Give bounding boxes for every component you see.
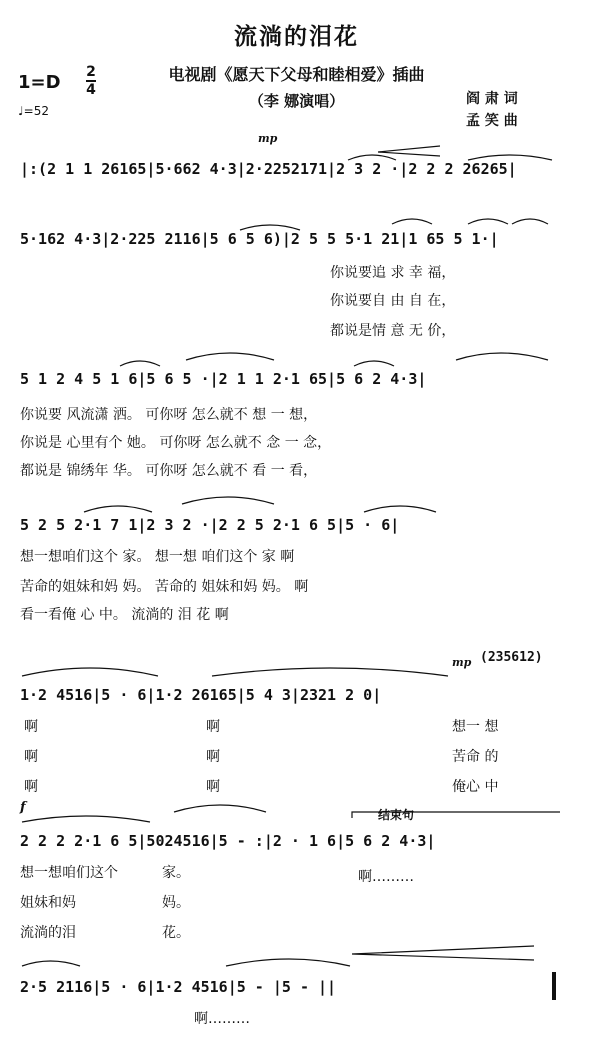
lyric-line: 你说要 风流潇 洒。 可你呀 怎么就不 想 一 想， (20, 407, 318, 423)
lyric-word: 苦命 的 (452, 749, 499, 765)
time-signature-top: 2 (86, 64, 96, 80)
lyric-word: 啊 (206, 779, 220, 795)
lyric-word: 啊 (24, 749, 38, 765)
lyric-word: 流淌的泪 (20, 925, 76, 941)
lyric-line: 你说要自 由 自 在， (330, 293, 456, 309)
dynamic-mp-2: mp (452, 656, 472, 669)
music-row-4: 5 2 5 2·1 7 1|2 3 2 ·|2 2 5 2·1 6 5|5 · 6| (20, 516, 400, 534)
song-title: 流淌的泪花 (234, 23, 359, 50)
lyric-word: 啊 (24, 719, 38, 735)
time-signature-bottom: 4 (86, 81, 96, 98)
music-row-6: 2 2 2 2·1 6 5|5024516|5 - :|2 · 1 6|5 6 2 4·3| (20, 832, 436, 850)
lyric-word: 花。 (162, 925, 190, 941)
music-row-2: 5·162 4·3|2·225 2116|5 6 5 6)|2 5 5 5·1 21|1 65 5 1·| (20, 230, 499, 248)
lyric-word: 啊 (24, 779, 38, 795)
composer-credit: 孟 笑 曲 (466, 113, 518, 129)
song-subtitle: 电视剧《愿天下父母和睦相爱》插曲 (168, 65, 425, 84)
lyric-word: 俺心 中 (452, 779, 499, 795)
music-row-1: |:(2 1 1 26165|5·662 4·3|2·2252171|2 3 2 ·|2 2 2 26265| (20, 160, 517, 178)
lyric-word: 想一想咱们这个 (20, 865, 118, 881)
lyric-word: 啊 (206, 749, 220, 765)
singer-credit: （李 娜演唱） (248, 92, 345, 110)
lyric-word: 妈。 (162, 895, 190, 911)
tempo-marking: ♩=52 (18, 104, 49, 118)
lyric-line: 都说是 锦绣年 华。 可你呀 怎么就不 看 一 看， (20, 463, 318, 479)
lyric-word: 想一 想 (452, 719, 499, 735)
lyric-line: 看一看俺 心 中。 流淌的 泪 花 啊 (20, 607, 229, 623)
lyric-word: 家。 (162, 865, 190, 881)
lyric-line: 想一想咱们这个 家。 想一想 咱们这个 家 啊 (20, 549, 295, 565)
lyric-word: 啊……… (194, 1011, 250, 1027)
lyric-word: 姐妹和妈 (20, 895, 76, 911)
ending-phrase-marker: 结束句 (378, 808, 415, 822)
key-signature: 1=D (18, 72, 61, 93)
music-row-5: 1·2 4516|5 · 6|1·2 26165|5 4 3|2321 2 0| (20, 686, 382, 704)
lyric-line: 苦命的姐妹和妈 妈。 苦命的 姐妹和妈 妈。 啊 (20, 579, 309, 595)
lyricist-credit: 阎 肃 词 (466, 91, 518, 107)
bracket-phrase: (235612) (480, 650, 543, 665)
music-row-7: 2·5 2116|5 · 6|1·2 4516|5 - |5 - || (20, 978, 337, 996)
music-row-3: 5 1 2 4 5 1 6|5 6 5 ·|2 1 1 2·1 65|5 6 2 4·3| (20, 370, 427, 388)
dynamic-forte: f (20, 800, 26, 815)
lyric-line: 你说是 心里有个 她。 可你呀 怎么就不 念 一 念， (20, 435, 332, 451)
lyric-line: 都说是情 意 无 价， (330, 323, 456, 339)
lyric-line: 你说要追 求 幸 福， (330, 265, 456, 281)
dynamic-mp-1: mp (258, 132, 278, 145)
lyric-word: 啊……… (358, 869, 414, 885)
lyric-word: 啊 (206, 719, 220, 735)
